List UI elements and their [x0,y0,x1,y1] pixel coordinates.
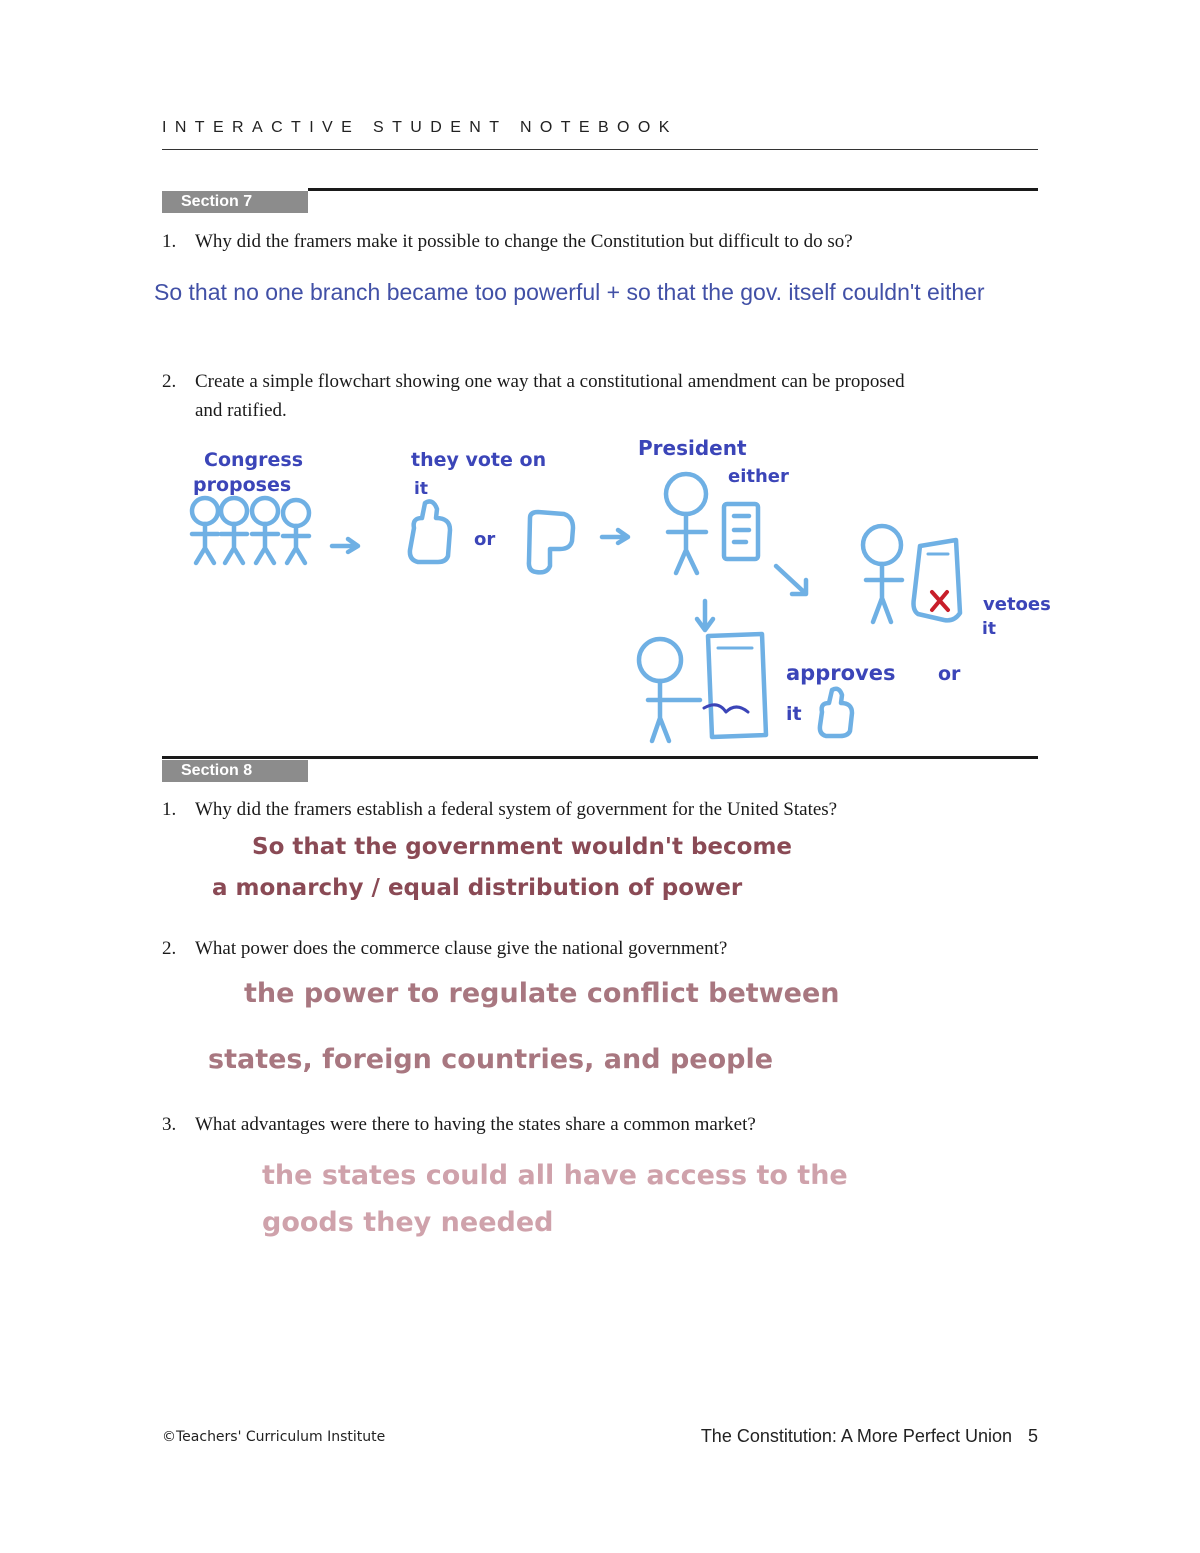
label-either: either [728,466,789,487]
question-text: What power does the commerce clause give the national government? [195,938,728,959]
s7-question-1 [0,227,1200,257]
question-text: What advantages were there to having the states share a common market? [195,1114,756,1135]
question-number: 1. [162,231,177,252]
thumbs-up-2-icon [820,689,852,736]
arrow-to-approve-icon [697,601,713,630]
label-vetoes-it: it [982,619,996,639]
label-vote-it: it [414,479,428,499]
vetoed-bill-icon [914,540,961,620]
label-or-2: or [938,663,961,685]
president-figure-icon [666,474,706,573]
question-number: 1. [162,799,177,820]
s7-answer-1: So that no one branch became too powerful + so that the gov. itself couldn't either [154,279,985,305]
bill-document-icon [724,504,758,559]
s8-question-2 [0,934,1200,964]
label-approves: approves [786,661,896,685]
arrow-to-veto-icon [776,566,806,594]
thumbs-down-icon [529,512,573,572]
question-text-line-2: and ratified. [195,400,287,421]
page-number: 5 [1027,1426,1038,1446]
arrow-2-icon [602,530,628,543]
footer-copyright: ©Teachers' Curriculum Institute [162,1429,386,1445]
arrow-1-icon [332,539,358,552]
question-text: Why did the framers establish a federal system of government for the United States? [195,799,838,820]
footer-title-block [701,1426,1038,1447]
question-text: Why did the framers make it possible to change the Constitution but difficult to do so? [195,231,853,252]
thumbs-up-icon [410,501,450,562]
label-president: President [638,436,747,460]
label-they-vote-on: they vote on [411,449,547,471]
s8-answer-2-line-2: states, foreign countries, and people [208,1044,774,1075]
question-text-line-1: Create a simple flowchart showing one way that a constitutional amendment can be proposed [195,371,905,392]
s7-question-2 [0,367,1200,427]
label-proposes: proposes [193,474,292,496]
section-7-tab: Section 7 [162,191,308,213]
veto-x-icon [932,592,948,610]
label-congress: Congress [204,449,303,471]
section-7-rule [308,188,1038,191]
label-or-1: or [474,529,496,550]
label-vetoes: vetoes [983,594,1051,615]
header-rule [162,149,1038,150]
s8-answer-1-line-2: a monarchy / equal distribution of power [212,875,743,901]
question-number: 3. [162,1114,177,1135]
veto-figure-icon [863,526,902,622]
amendment-flowchart [0,420,1200,760]
congress-figures-icon [192,498,309,563]
question-number: 2. [162,371,177,392]
question-number: 2. [162,938,177,959]
approve-figure-icon [639,639,700,741]
running-head: INTERACTIVE STUDENT NOTEBOOK [162,119,678,136]
s8-answer-1-line-1: So that the government wouldn't become [252,834,793,860]
label-approves-it: it [786,703,802,725]
s8-answer-3-line-1: the states could all have access to the [262,1160,848,1191]
s8-answer-2-line-1: the power to regulate conflict between [244,978,840,1009]
section-8-rule [162,756,1038,759]
s8-question-1 [0,795,1200,825]
footer-title: The Constitution: A More Perfect Union [700,1426,1012,1446]
section-8-tab: Section 8 [162,760,308,782]
s8-answer-3-line-2: goods they needed [262,1207,554,1238]
s8-question-3 [0,1110,1200,1140]
